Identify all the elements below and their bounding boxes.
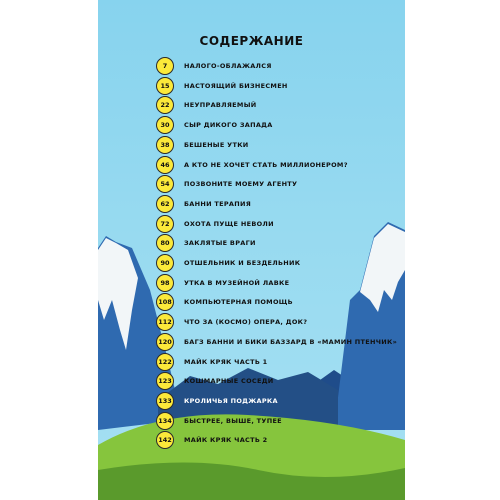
chapter-title: А КТО НЕ ХОЧЕТ СТАТЬ МИЛЛИОНЕРОМ? <box>184 160 348 169</box>
chapter-title: МАЙК КРЯК ЧАСТЬ 2 <box>184 436 268 445</box>
chapter-title: БАГЗ БАННИ И БИКИ БАЗЗАРД В «МАМИН ПТЕНЧИК» <box>184 337 398 346</box>
chapter-title: КОМПЬЮТЕРНАЯ ПОМОЩЬ <box>184 298 293 307</box>
chapter-title: СЫР ДИКОГО ЗАПАДА <box>184 121 273 130</box>
page-number-badge: 7 <box>156 57 174 75</box>
chapter-title: ОТШЕЛЬНИК И БЕЗДЕЛЬНИК <box>184 259 301 267</box>
page-number-badge: 80 <box>156 234 174 252</box>
page-number-badge: 133 <box>156 392 174 410</box>
chapter-title: БЫСТРЕЕ, ВЫШЕ, ТУПЕЕ <box>184 416 282 425</box>
chapter-title: НАЛОГО-ОБЛАЖАЛСЯ <box>184 62 272 70</box>
page-number-badge: 38 <box>156 136 174 154</box>
chapter-title: НЕУПРАВЛЯЕМЫЙ <box>184 101 257 110</box>
page-number-badge: 90 <box>156 254 174 272</box>
page-number-badge: 72 <box>156 215 174 233</box>
page-number-badge: 142 <box>156 431 174 449</box>
chapter-title: КРОЛИЧЬЯ ПОДЖАРКА <box>184 396 278 405</box>
page-number-badge: 54 <box>156 175 174 193</box>
chapter-title: ОХОТА ПУЩЕ НЕВОЛИ <box>184 219 274 228</box>
page-number-badge: 30 <box>156 116 174 134</box>
chapter-title: ЧТО ЗА (КОСМО) ОПЕРА, ДОК? <box>184 318 308 327</box>
chapter-title: МАЙК КРЯК ЧАСТЬ 1 <box>184 357 268 366</box>
book-page <box>98 0 405 500</box>
page-number-badge: 112 <box>156 313 174 331</box>
page-number-badge: 98 <box>156 274 174 292</box>
page-number-badge: 134 <box>156 412 174 430</box>
page-number-badge: 15 <box>156 77 174 95</box>
page-number-badge: 46 <box>156 156 174 174</box>
page-number-badge: 108 <box>156 293 174 311</box>
chapter-title: БАННИ ТЕРАПИЯ <box>184 199 252 208</box>
chapter-title: КОШМАРНЫЕ СОСЕДИ <box>184 377 274 386</box>
page-number-badge: 22 <box>156 96 174 114</box>
chapter-title: ПОЗВОНИТЕ МОЕМУ АГЕНТУ <box>184 180 298 189</box>
chapter-title: ЗАКЛЯТЫЕ ВРАГИ <box>184 239 256 248</box>
chapter-title: НАСТОЯЩИЙ БИЗНЕСМЕН <box>184 81 288 90</box>
page-number-badge: 122 <box>156 353 174 371</box>
page-number-badge: 62 <box>156 195 174 213</box>
toc-title: СОДЕРЖАНИЕ <box>199 34 304 48</box>
chapter-title: УТКА В МУЗЕЙНОЙ ЛАВКЕ <box>184 278 290 287</box>
page-number-badge: 123 <box>156 372 174 390</box>
chapter-title: БЕШЕНЫЕ УТКИ <box>184 140 249 149</box>
page-number-badge: 120 <box>156 333 174 351</box>
